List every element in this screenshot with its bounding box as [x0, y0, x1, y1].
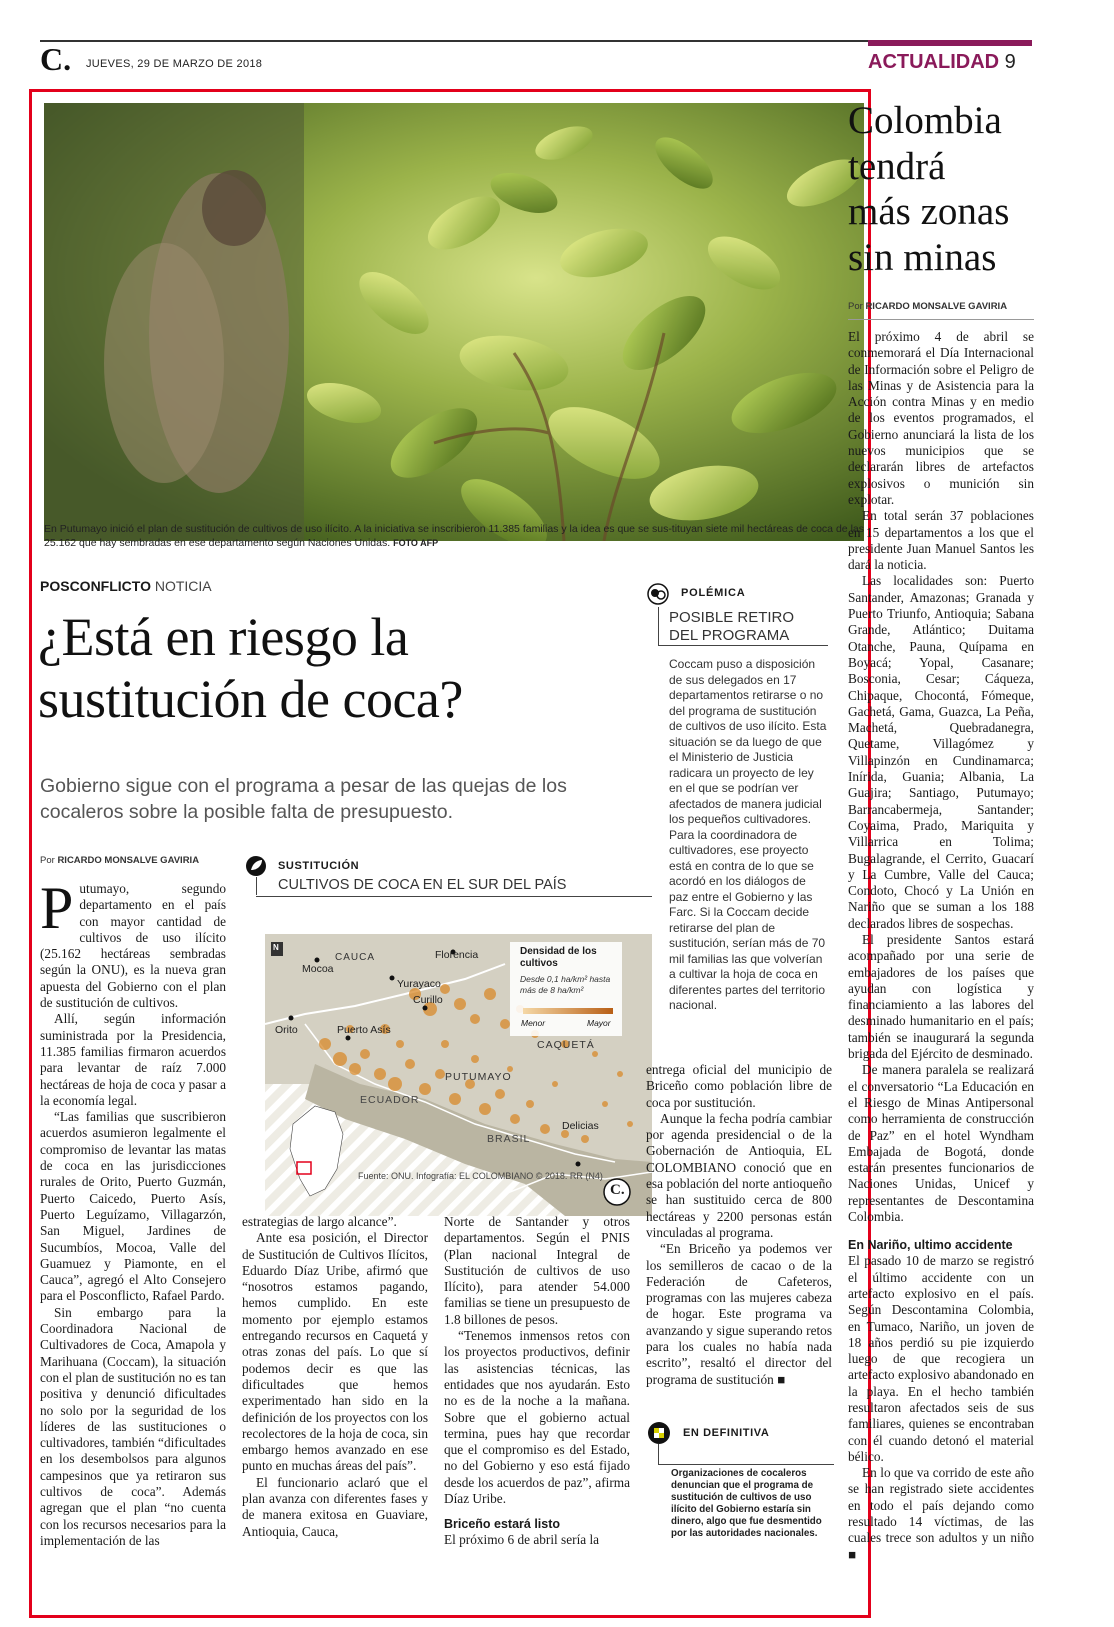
photo-credit: FOTO AFP: [393, 538, 439, 548]
polemica-hline: [658, 645, 828, 646]
col2-para-3: El funcionario aclaró que el plan avanza con diferentes fases y de manera exitosa en Guaviare, Antioquia, Cauca,: [242, 1474, 428, 1539]
map-title: CULTIVOS DE COCA EN EL SUR DEL PAÍS: [278, 877, 567, 893]
side-para-5: De manera paralela se realizará el conversatorio “La Educación en el Riesgo de Minas Antipersonal como herramienta de construcción de Paz” en el hotel Wyndham Embajada de Bogotá, donde estarán presentes funcionarios de Naciones Unidas, Unicef y representantes de Descontamina Colombia.: [848, 1062, 1034, 1225]
map-label-delicias: Delicias: [562, 1120, 599, 1132]
map-label-ecuador: ECUADOR: [360, 1094, 420, 1106]
briceno-subhead: Briceño estará listo: [444, 1517, 561, 1532]
map-legend-max: Mayor: [587, 1018, 611, 1028]
coca-field-photo: [44, 103, 864, 541]
map-label-puerto-asis: Puerto Asís: [337, 1024, 391, 1036]
map-label-orito: Orito: [275, 1024, 298, 1036]
byline-author: RICARDO MONSALVE GAVIRIA: [57, 855, 200, 866]
map-legend-min: Menor: [521, 1018, 546, 1028]
map-tag: SUSTITUCIÓN: [278, 860, 360, 872]
map-label-yurayaco: Yurayaco: [397, 978, 441, 990]
map-source: Fuente: ONU. Infografía: EL COLOMBIANO © 2018. RR (N4): [358, 1171, 603, 1181]
side-article-body: [848, 329, 1034, 1563]
side-byline-prefix: Por: [848, 301, 863, 312]
side-headline-line-4: sin minas: [848, 235, 997, 279]
checkered-icon: [647, 1421, 671, 1445]
article-col-1: [40, 875, 226, 1549]
col3-para-3: El próximo 6 de abril sería la: [444, 1532, 600, 1548]
col3-para-1: Norte de Santander y otros departamentos. Según el PNIS (Plan nacional Integral de Sustitución de cultivos de uso Ilícito), para atender 54.000 familias se tiene un presupuesto de 1.8 billones de pesos.: [444, 1214, 630, 1327]
byline-prefix: Por: [40, 855, 55, 866]
definitiva-hline: [658, 1464, 834, 1465]
leaf-icon: [245, 855, 267, 877]
col4-para-1: entrega oficial del municipio de Briceño como población libre de coca por sustitución.: [646, 1062, 832, 1110]
col2-para-1: estrategias de largo alcance”.: [242, 1214, 397, 1229]
side-headline-line-1: Colombia: [848, 99, 1002, 142]
map-label-caqueta: CAQUETÁ: [537, 1039, 595, 1051]
side-headline-line-2: tendrá: [848, 144, 946, 188]
side-para-3: Las localidades son: Puerto Santander, Amazonas; Granada y Puerto Triunfo, Antioquia; Sabana Grande, Atlántico; Duitama Otanche, Pauna, Quípama en Boyacá; Yopal, Casanare; Bosconia, Cesar; Cáqueza, Chipaque, Chocontá, Fómeque, Gachetá, Gama, Guazca, La Peña, Machetá, Quebradanegra, Quetame, Villagómez y Villapinzón en Cundinamarca; Inírida, Guania; Albania, La Guajira; Santiago, Putumayo; Barrancabermeja, Santander; Coyaima, Prado, Mariquita y Villarrica en Tolima; Bugalagrande, el Cerrito, Guacarí y La Cumbre, Valle del Cauca; Condoto, Chocó y La Unión en Nariño que se suman a los 188 declarados libres de sospechas.: [848, 573, 1034, 931]
map-label-brasil: BRASIL: [487, 1133, 531, 1145]
col1-para-4: Sin embargo para la Coordinadora Nacional de Cultivadores de Coca, Amapola y Marihuana (Coccam), la situación con el plan de sustitución no es tan positiva y denunció dificultades no solo por la seguridad de los líderes de las sustituciones o cultivadores, también “dificultades en los desembolsos para algunos campesinos que ya retiraron sus cultivos de coca”. Además agregan que el plan “no cuenta con los recursos necesarios para la implementación de las: [40, 1304, 226, 1548]
issue-date: JUEVES, 29 DE MARZO DE 2018: [86, 58, 263, 70]
map-north-label: N: [273, 943, 279, 952]
polemica-tag: POLÉMICA: [681, 587, 746, 599]
main-byline: [40, 855, 199, 866]
col4-para-3: “En Briceño ya podemos ver los semilleros de cacao o de la Federación de Cafeteros, programas con las mujeres cabeza de hogar. Este programa va avanzando y sigue superando retos para los cuales no había nada escrito”, resaltó el director del programa de sustitución ■: [646, 1241, 832, 1387]
speech-bubbles-icon: [647, 583, 669, 605]
side-headline-line-3: más zonas: [848, 190, 1010, 233]
map-header-hline: [256, 896, 652, 897]
caption-text: En Putumayo inició el plan de sustitución de cultivos de uso ilícito. A la iniciativa se inscribieron 11.385 familias y la idea es que se sus-tituyan siete mil hectáreas de coca de las 25.162 que hay sembradas en ese departamento según Naciones Unidas.: [44, 523, 864, 549]
map-label-mocoa-2: Mocoa: [302, 963, 334, 975]
col1-para-2: Allí, según información suministrada por la Presidencia, 11.385 familias firmaron acuerdos para levantar de raíz 7.000 hectáreas de hoja de coca y pasar a la economía legal.: [40, 1011, 226, 1108]
map-legend-sub: Desde 0,1 ha/km² hasta más de 8 ha/km²: [520, 974, 611, 995]
col1-para-3: “Las familias que suscribieron acuerdos asumieron legalmente el compromiso de levantar las matas de coca en las jurisdicciones rurales de Orito, Puerto Guzmán, Puerto Caicedo, Puerto Asís, Puerto Leguízamo, Villagarzón, San Miguel, Jardines de Sucumbíos, Mocoa, Valle del Guamuez y Piamonte, en el Cauca”, agregó el Alto Consejero para el Posconflicto, Rafael Pardo.: [40, 1109, 226, 1304]
kicker-category: POSCONFLICTO: [40, 578, 151, 594]
page-number: 9: [1004, 51, 1016, 73]
article-col-3: [444, 1214, 630, 1549]
article-col-4: [646, 1062, 832, 1388]
map-header-vline: [256, 877, 257, 895]
main-headline: [38, 606, 463, 730]
polemica-text: Coccam puso a disposición de sus delegados en 17 departamentos retirarse o no del programa de sustitución de cultivos de uso ilícito. Esta situación se da luego de que el Ministerio de Justicia radicara un proyecto de ley en el que se podrían ver afectados de manera judicial los pequeños cultivadores. Para la coordinadora de cultivadores, ese proyecto está en contra de lo que se acordó en los diálogos de paz entre el Gobierno y las Farc. Si la Coccam decide retirarse del plan de sustitución, serían más de 70 mil familias las que volverían a cultivar la hoja de coca en diferentes partes del territorio nacional.: [669, 657, 827, 1012]
col1-para-1: utumayo, segundo departamento en el país con mayor cantidad de cultivos de uso ilícito (25.162 hectáreas sembradas según la ONU), es la nueva gran apuesta del Gobierno con el plan de sustitución de cultivos.: [40, 881, 226, 1011]
polemica-vline: [658, 607, 659, 645]
kicker-type: NOTICIA: [154, 578, 212, 594]
side-para-6: El pasado 10 de marzo se registró el último accidente con un artefacto explosivo en el país. Según Descontamina Colombia, en Tumaco, Nariño, un joven de 18 años perdió su pie izquierdo luego de que recogiera un artefacto explosivo abandonado en la playa. En el hecho también resultaron afectados seis de sus familiares, quienes se encontraban con él cuando detonó el material bélico.: [848, 1253, 1034, 1464]
polemica-title: POSIBLE RETIRO DEL PROGRAMA: [669, 609, 795, 644]
definitiva-tag: EN DEFINITIVA: [683, 1427, 770, 1439]
col2-para-2: Ante esa posición, el Director de Sustitución de Cultivos Ilícitos, Eduardo Díaz Uribe, afirmó que “nosotros estamos pagando, hemos cumplido. En este momento por ejemplo estamos entregando recursos en Caquetá y otras zonas del país. Lo que sí podemos decir es que las dificultades que hemos experimentado han sido en la definición de los proyectos con los recolectores de la hoja de coca, sin embargo hemos avanzado en ese punto en muchas áreas del país”.: [242, 1230, 428, 1474]
deck: Gobierno sigue con el programa a pesar de las quejas de los cocaleros sobre la posible falta de presupuesto.: [40, 775, 567, 823]
section-title: [868, 50, 1016, 74]
map-legend-title: Densidad de los cultivos: [520, 946, 597, 969]
side-headline: [848, 98, 1009, 280]
side-para-4: El presidente Santos estará acompañado por una serie de embajadores de los países que ayudan con logística y financiamiento a las labores del desminado humanitario en el país; también se inaugurará la segunda brigada del Ejército de desminado.: [848, 931, 1034, 1062]
definitiva-vline: [658, 1444, 659, 1464]
headline-line-2: sustitución de coca?: [38, 669, 463, 729]
side-byline: [848, 301, 1007, 312]
section-name: ACTUALIDAD: [868, 51, 1000, 73]
side-subhead: En Nariño, ultimo accidente: [848, 1238, 1013, 1253]
map-label-florencia: Florencia: [435, 949, 479, 961]
side-para-2: En total serán 37 poblaciones en 15 departamentos a los que el presidente Juan Manuel Santos les dará la noticia.: [848, 508, 1034, 573]
polemica-box: [645, 581, 825, 1036]
section-bar: [868, 40, 1032, 46]
photo-caption: [44, 522, 864, 550]
definitiva-text: Organizaciones de cocaleros denuncian que el programa de sustitución de cultivos de uso ilícito del Gobierno estaría sin dinero, algo que fue desmentido por las autoridades nacionales.: [671, 1468, 822, 1539]
col3-para-2: “Tenemos inmensos retos con los proyectos productivos, definir las asistencias técnicas, las entidades que nos ayudarán. Esto no es de la noche a la mañana. Sobre que el gobierno actual termina, pues hay que recordar que el compromiso es del Estado, no del Gobierno y eso está fijado desde los acuerdos de paz”, afirma Díaz Uribe.: [444, 1328, 630, 1507]
map-label-curillo: Curillo: [413, 994, 443, 1006]
map-logo: C.: [610, 1182, 625, 1198]
side-para-1: El próximo 4 de abril se conmemorará el Día Internacional de Información sobre el Peligro de las Minas y de Asistencia para la Acción contra Minas y en medio de los eventos programados, el Gobierno anunciará la lista de los nuevos municipios que se declararán libres de artefactos explosivos o munición sin explotar.: [848, 329, 1034, 507]
map-label-cauca: CAUCA: [335, 952, 376, 963]
kicker: [40, 578, 212, 594]
map-label-putumayo: PUTUMAYO: [445, 1071, 512, 1083]
side-byline-rule: [848, 319, 1034, 320]
coca-plant-image: [44, 103, 864, 541]
col4-para-2: Aunque la fecha podría cambiar por agenda presidencial o de la Gobernación de Antioquia, EL COLOMBIANO conoció que en esa población del norte antioqueño se han sustituido cerca de 800 hectáreas y 2200 personas están vinculadas al programa.: [646, 1110, 832, 1240]
side-byline-author: RICARDO MONSALVE GAVIRIA: [865, 301, 1008, 312]
article-col-2: [242, 1214, 428, 1540]
dropcap: P: [40, 875, 74, 941]
en-definitiva-box: [645, 1420, 835, 1540]
side-para-7: En lo que va corrido de este año se han registrado siete accidentes en todo el país dejando como resultado 14 víctimas, de las cuales trece son adultos y un niño ■: [848, 1465, 1034, 1562]
newspaper-logo: C.: [40, 41, 72, 77]
headline-line-1: ¿Está en riesgo la: [38, 607, 409, 667]
